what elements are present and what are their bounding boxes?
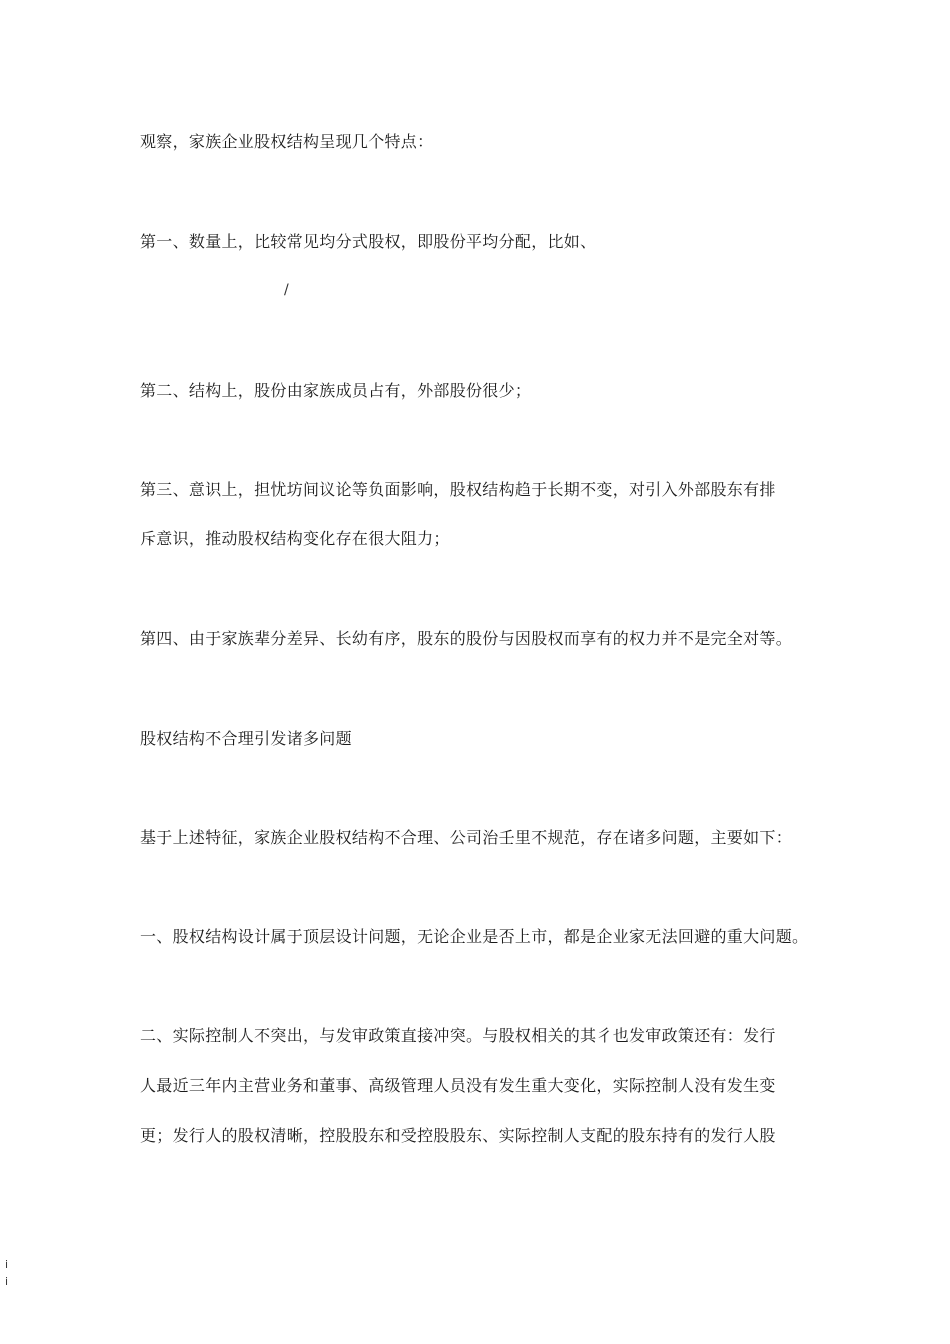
- problem-two-line-3: 更；发行人的股权清晰，控股股东和受控股股东、实际控制人支配的股东持有的发行人股: [140, 1126, 776, 1145]
- point-one-line: 第一、数量上，比较常见均分式股权，即股份平均分配，比如、: [140, 232, 597, 251]
- section-heading: 股权结构不合理引发诸多问题: [140, 729, 352, 748]
- margin-mark-2: i: [5, 1275, 9, 1288]
- problem-two-line-1: 二、实际控制人不突出，与发审政策直接冲突。与股权相关的其彳也发审政策还有：发行: [140, 1026, 776, 1045]
- point-four-line: 第四、由于家族辈分差异、长幼有序，股东的股份与因股权而享有的权力并不是完全对等。: [140, 629, 793, 648]
- slash-mark: /: [284, 282, 289, 298]
- margin-mark-1: i: [5, 1258, 9, 1271]
- problem-one-line: 一、股权结构设计属于顶层设计问题，无论企业是否上市，都是企业家无法回避的重大问题。: [140, 927, 809, 946]
- point-three-line-2: 斥意识，推动股权结构变化存在很大阻力；: [140, 529, 450, 548]
- point-two-line: 第二、结构上，股份由家族成员占有，外部股份很少；: [140, 381, 532, 400]
- intro-line: 观察，家族企业股权结构呈现几个特点：: [140, 132, 434, 151]
- point-three-line-1: 第三、意识上，担忧坊间议论等负面影响，股权结构趋于长期不变，对引入外部股东有排: [140, 480, 776, 499]
- problem-two-line-2: 人最近三年内主营业务和董事、高级管理人员没有发生重大变化，实际控制人没有发生变: [140, 1076, 776, 1095]
- problems-intro-line: 基于上述特征，家族企业股权结构不合理、公司治壬里不规范，存在诸多问题，主要如下：: [140, 828, 793, 847]
